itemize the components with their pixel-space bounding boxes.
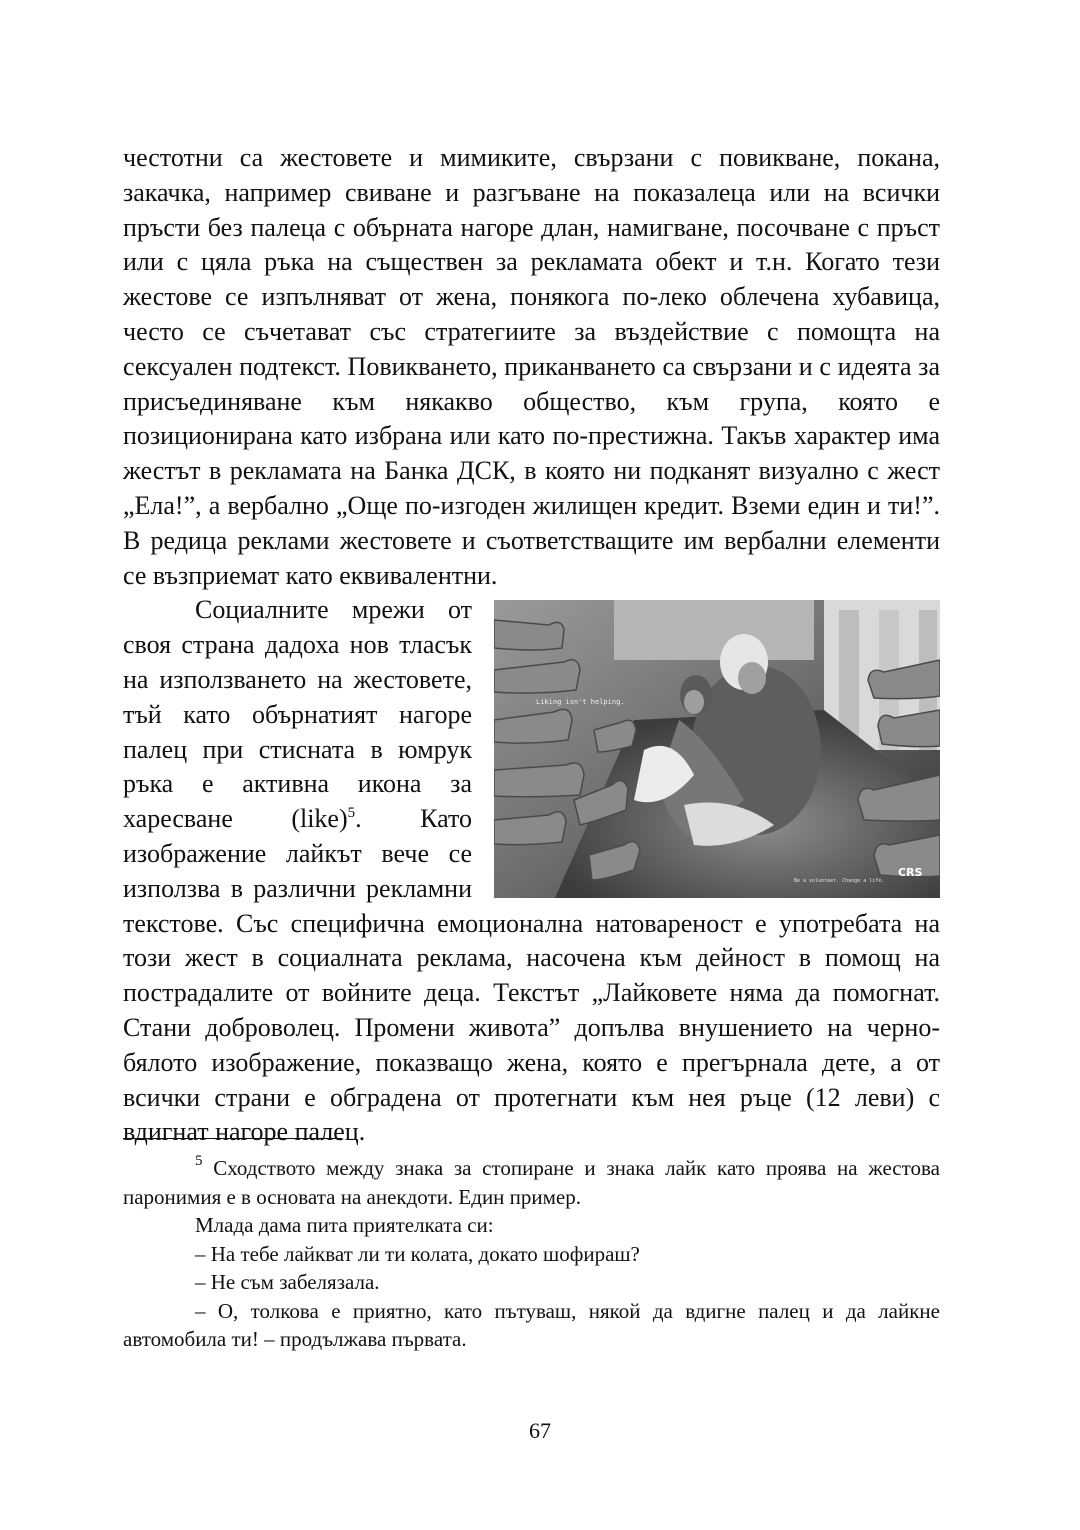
paragraph-2-start: Социалните мрежи от своя страна дадоха нов тласък на използването на жестовете, тъй като обърнатият нагоре палец при стисната в юмрук ръка е активна икона за харесване (like) <box>123 595 472 834</box>
main-text <box>123 141 940 1150</box>
footnote-number: 5 <box>195 1153 203 1169</box>
footnote-line-2: Млада дама пита приятелката си: <box>195 1213 494 1237</box>
footnotes <box>123 1154 940 1354</box>
footnote-ref: 5 <box>347 805 356 822</box>
paragraph-1: честотни са жестовете и мимиките, свързани с повикване, покана, закачка, например свиване и разгъване на показалеца или на всички пръсти без палеца с обърната нагоре длан, намигване, посочване с пръст или с цяла ръка на съществен за рекламата обект и т.н. Когато тези жестове се изпълняват от жена, понякога по-леко облечена хубавица, често се съчетават със стратегиите за въздействие с помощта на сексуален подтекст. Повикването, приканването са свързани и с идеята за присъединяване към някакво общество, към група, която е позиционирана като избрана или като по-престижна. Такъв характер има жестът в рекламата на Банка ДСК, в която ни подканят визуално с жест „Ела!”, а вербално „Още по-изгоден жилищен кредит. Вземи един и ти!”. В редица реклами жестовете и съответстващите им вербални елементи се възприемат като еквивалентни. <box>123 143 940 590</box>
photo-caption: Liking isn't helping. <box>536 698 625 707</box>
footnote-line-5: – О, толкова е приятно, като пътуваш, някой да вдигне палец и да лайкне автомобила ти! – продължава първата. <box>123 1298 940 1351</box>
page-number: 67 <box>529 1418 551 1443</box>
photo-illustration <box>494 600 940 898</box>
footnote-line-3: – На тебе лайкват ли ти колата, докато шофираш? <box>195 1241 640 1266</box>
footnote-line-1: $^5$ Сходството между знака за стопиране и знака лайк като проява на жестова паронимия е в основата на анекдоти. Един пример. <box>123 1153 940 1209</box>
campaign-photo <box>494 600 940 898</box>
photo-footer: Be a volunteer. Change a life. <box>794 878 885 885</box>
photo-logo: CRS <box>898 866 923 880</box>
footnote-separator <box>123 1138 342 1139</box>
paragraph-2-end: . Като изображение лайкът вече се използва в различни рекламни текстове. Със специфична емоционална натовареност е употребата на този жест в социалната реклама, насочена към дейност в помощ на пострадалите от войните деца. Текстът „Лайковете няма да помогнат. Стани доброволец. Промени живота” допълва внушението на черно-бялото изображение, показващо жена, която е прегърнала дете, а от всички страни е обградена от протегнати към нея ръце (12 леви) с вдигнат нагоре палец. <box>123 804 940 1147</box>
footnote-line-4: – Не съм забелязала. <box>195 1270 380 1294</box>
